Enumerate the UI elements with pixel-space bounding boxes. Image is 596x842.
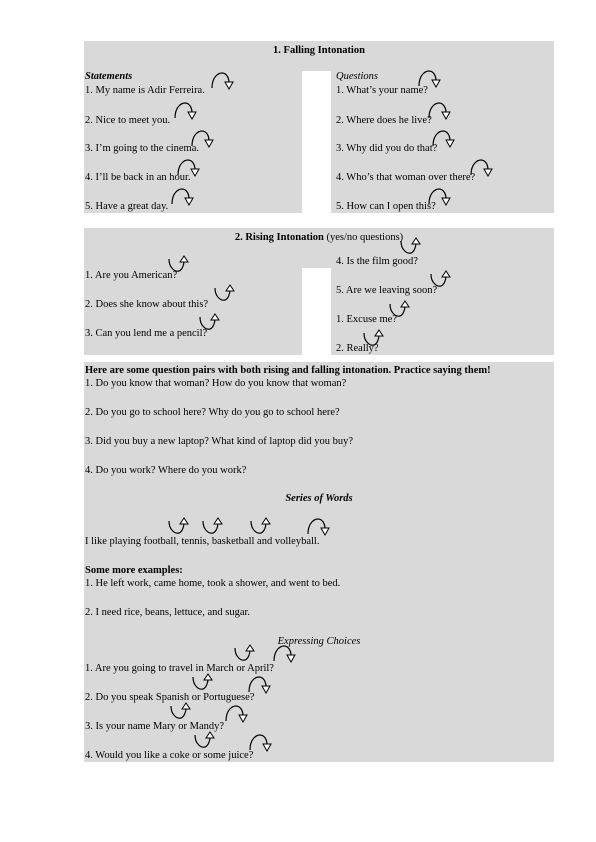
falling-arrow-icon — [176, 159, 198, 177]
rising-arrow-icon — [197, 314, 219, 332]
practice-heading: Here are some question pairs with both rising and falling intonation. Practice saying them! — [85, 365, 491, 376]
falling-arrow-icon — [190, 130, 212, 148]
rising-question-line: 5. Are we leaving soon? — [336, 285, 438, 296]
series-heading: Series of Words — [285, 493, 353, 504]
rising-arrow-icon — [168, 703, 190, 721]
falling-arrow-icon — [210, 72, 232, 90]
rising-arrow-icon — [190, 674, 212, 692]
rising-question-line: 1. Are you American? — [85, 270, 178, 281]
question-line: 3. Why did you do that? — [336, 143, 438, 154]
statement-line: 2. Nice to meet you. — [85, 115, 171, 126]
falling-arrow-icon — [417, 70, 439, 88]
falling-arrow-icon — [170, 188, 192, 206]
falling-arrow-icon — [306, 518, 328, 536]
section-title-rising — [84, 232, 554, 244]
falling-arrow-icon — [427, 102, 449, 120]
question-line: 5. How can I open this? — [336, 201, 436, 212]
question-pair: 4. Do you work? Where do you work? — [85, 465, 247, 476]
rising-arrow-icon — [387, 301, 409, 319]
rising-question-line: 2. Really? — [336, 343, 379, 354]
statement-line: 1. My name is Adir Ferreira. — [85, 85, 205, 96]
choice-question: 1. Are you going to travel in March or April? — [85, 663, 274, 674]
more-examples-heading: Some more examples: — [85, 565, 183, 576]
falling-arrow-icon — [272, 645, 294, 663]
rising-question-line: 2. Does she know about this? — [85, 299, 209, 310]
rising-arrow-icon — [248, 518, 270, 536]
question-line: 1. What’s your name? — [336, 85, 428, 96]
statement-line: 5. Have a great day. — [85, 201, 169, 212]
falling-arrow-icon — [469, 159, 491, 177]
falling-arrow-icon — [248, 734, 270, 752]
column-divider — [302, 71, 331, 213]
choice-question: 2. Do you speak Spanish or Portuguese? — [85, 692, 255, 703]
rising-arrow-icon — [361, 330, 383, 348]
question-line: 4. Who’s that woman over there? — [336, 172, 476, 183]
rising-arrow-icon — [166, 518, 188, 536]
falling-arrow-icon — [224, 705, 246, 723]
falling-arrow-icon — [427, 188, 449, 206]
section-title-falling: 1. Falling Intonation — [273, 45, 365, 56]
falling-arrow-icon — [431, 130, 453, 148]
more-example-line: 2. I need rice, beans, lettuce, and sugar. — [85, 607, 251, 618]
rising-question-line: 1. Excuse me? — [336, 314, 397, 325]
rising-question-line: 3. Can you lend me a pencil? — [85, 328, 208, 339]
rising-arrow-icon — [200, 518, 222, 536]
rising-arrow-icon — [212, 285, 234, 303]
series-sentence: I like playing football, tennis, basketball and volleyball. — [85, 536, 320, 547]
column-divider — [302, 268, 331, 355]
question-line: 2. Where does he live? — [336, 115, 432, 126]
question-pair: 1. Do you know that woman? How do you know that woman? — [85, 378, 347, 389]
rising-arrow-icon — [428, 271, 450, 289]
statement-line: 3. I’m going to the cinema. — [85, 143, 200, 154]
statement-line: 4. I’ll be back in an hour. — [85, 172, 191, 183]
question-pair: 3. Did you buy a new laptop? What kind of laptop did you buy? — [85, 436, 354, 447]
rising-arrow-icon — [398, 238, 420, 256]
rising-arrow-icon — [232, 645, 254, 663]
more-example-line: 1. He left work, came home, took a shower, and went to bed. — [85, 578, 341, 589]
falling-arrow-icon — [247, 676, 269, 694]
choice-question: 4. Would you like a coke or some juice? — [85, 750, 254, 761]
rising-question-line: 4. Is the film good? — [336, 256, 418, 267]
falling-arrow-icon — [173, 102, 195, 120]
questions-heading: Questions — [336, 71, 378, 82]
question-pair: 2. Do you go to school here? Why do you go to school here? — [85, 407, 340, 418]
rising-arrow-icon — [192, 732, 214, 750]
rising-arrow-icon — [166, 256, 188, 274]
statements-heading: Statements — [85, 71, 133, 82]
choices-heading: Expressing Choices — [277, 636, 361, 647]
choice-question: 3. Is your name Mary or Mandy? — [85, 721, 225, 732]
section-title-rising-main: 2. Rising Intonation — [234, 232, 324, 243]
section-title-rising-note: (yes/no questions) — [323, 232, 404, 243]
